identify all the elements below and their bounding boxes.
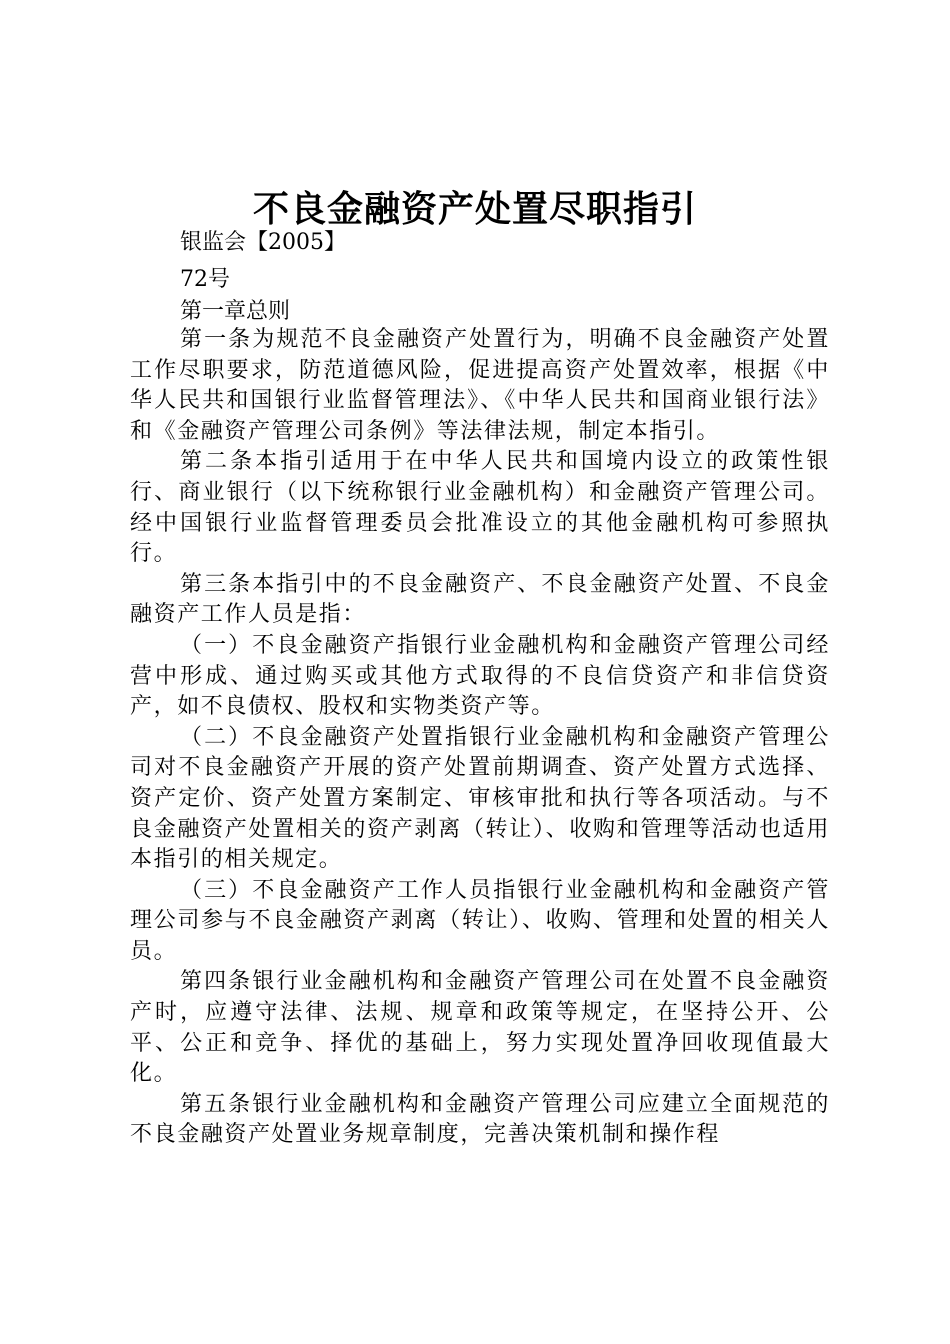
article-1-paragraph: 第一条为规范不良金融资产处置行为，明确不良金融资产处置工作尽职要求，防范道德风险，促进提高资产处置效率，根据《中华人民共和国银行业监督管理法》、《中华人民共和国商业银行法》和《金融资产管理公司条例》等法律法规，制定本指引。	[130, 327, 830, 444]
article-3-item-1: （一）不良金融资产指银行业金融机构和金融资产管理公司经营中形成、通过购买或其他方式取得的不良信贷资产和非信贷资产，如不良债权、股权和实物类资产等。	[130, 632, 830, 720]
issuer-line: 银监会【2005】	[180, 230, 346, 255]
article-4-paragraph: 第四条银行业金融机构和金融资产管理公司在处置不良金融资产时，应遵守法律、法规、规章和政策等规定，在坚持公开、公平、公正和竞争、择优的基础上，努力实现处置净回收现值最大化。	[130, 969, 830, 1087]
chapter-heading: 第一章总则	[180, 299, 291, 324]
article-3-item-2: （二）不良金融资产处置指银行业金融机构和金融资产管理公司对不良金融资产开展的资产处置前期调查、资产处置方式选择、资产定价、资产处置方案制定、审核审批和执行等各项活动。与不良金融资产处置相关的资产剥离（转让）、收购和管理等活动也适用本指引的相关规定。	[130, 724, 830, 873]
body-text	[130, 325, 830, 1151]
article-5-paragraph: 第五条银行业金融机构和金融资产管理公司应建立全面规范的不良金融资产处置业务规章制度，完善决策机制和操作程	[130, 1091, 830, 1148]
article-2-paragraph: 第二条本指引适用于在中华人民共和国境内设立的政策性银行、商业银行（以下统称银行业金融机构）和金融资产管理公司。经中国银行业监督管理委员会批准设立的其他金融机构可参照执行。	[130, 449, 830, 567]
article-3-item-3: （三）不良金融资产工作人员指银行业金融机构和金融资产管理公司参与不良金融资产剥离（转让）、收购、管理和处置的相关人员。	[130, 877, 830, 964]
article-3-paragraph: 第三条本指引中的不良金融资产、不良金融资产处置、不良金融资产工作人员是指：	[130, 571, 830, 628]
document-number: 72号	[180, 267, 230, 292]
document-title: 不良金融资产处置尽职指引	[252, 188, 697, 230]
